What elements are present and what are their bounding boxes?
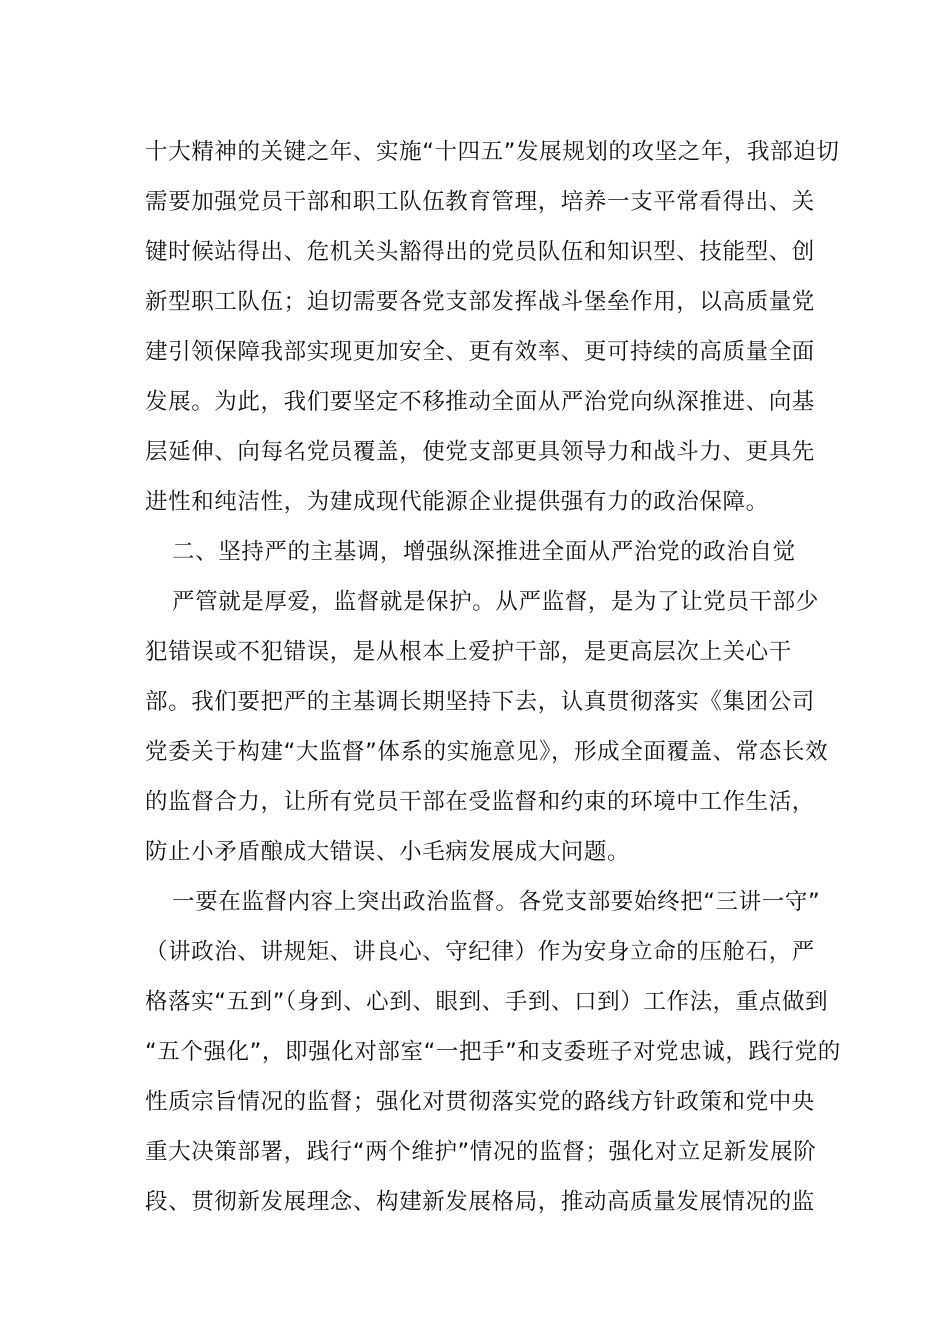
- paragraph-line: 发展。为此，我们要坚定不移推动全面从严治党向纵深推进、向基: [145, 389, 815, 415]
- paragraph-line: 层延伸、向每名党员覆盖，使党支部更具领导力和战斗力、更具先: [145, 439, 815, 465]
- paragraph-line: 严管就是厚爱，监督就是保护。从严监督，是为了让党员干部少: [172, 589, 819, 615]
- paragraph-line: 需要加强党员干部和职工队伍教育管理，培养一支平常看得出、关: [145, 189, 815, 215]
- paragraph-line: 段、贯彻新发展理念、构建新发展格局，推动高质量发展情况的监: [145, 1189, 815, 1215]
- paragraph-line: 一要在监督内容上突出政治监督。各党支部要始终把“三讲一守”: [172, 889, 821, 915]
- paragraph-line: 新型职工队伍；迫切需要各党支部发挥战斗堡垒作用，以高质量党: [145, 289, 815, 315]
- paragraph-line: “五个强化”，即强化对部室“一把手”和支委班子对党忠诚，践行党的: [145, 1039, 841, 1065]
- paragraph-line: 犯错误或不犯错误，是从根本上爱护干部，是更高层次上关心干: [145, 639, 792, 665]
- paragraph-line: 进性和纯洁性，为建成现代能源企业提供强有力的政治保障。: [145, 489, 769, 515]
- paragraph-line: 部。我们要把严的主基调长期坚持下去，认真贯彻落实《集团公司: [145, 689, 815, 715]
- paragraph-line: 建引领保障我部实现更加安全、更有效率、更可持续的高质量全面: [145, 339, 815, 365]
- paragraph-line: 的监督合力，让所有党员干部在受监督和约束的环境中工作生活，: [145, 789, 815, 815]
- section-heading: 二、坚持严的主基调，增强纵深推进全面从严治党的政治自觉: [172, 539, 796, 565]
- paragraph-line: 键时候站得出、危机关头豁得出的党员队伍和知识型、技能型、创: [145, 239, 815, 265]
- paragraph-line: 重大决策部署，践行“两个维护”情况的监督；强化对立足新发展阶: [145, 1139, 817, 1165]
- paragraph-line: 格落实“五到”（身到、心到、眼到、手到、口到）工作法，重点做到: [145, 989, 829, 1015]
- paragraph-line: 党委关于构建“大监督”体系的实施意见》，形成全面覆盖、常态长效: [145, 739, 829, 765]
- paragraph-line: （讲政治、讲规矩、讲良心、守纪律）作为安身立命的压舱石，严: [145, 939, 815, 965]
- paragraph-line: 性质宗旨情况的监督；强化对贯彻落实党的路线方针政策和党中央: [145, 1089, 815, 1115]
- paragraph-line: 防止小矛盾酿成大错误、小毛病发展成大问题。: [145, 839, 631, 865]
- paragraph-line: 十大精神的关键之年、实施“十四五”发展规划的攻坚之年，我部迫切: [145, 139, 840, 165]
